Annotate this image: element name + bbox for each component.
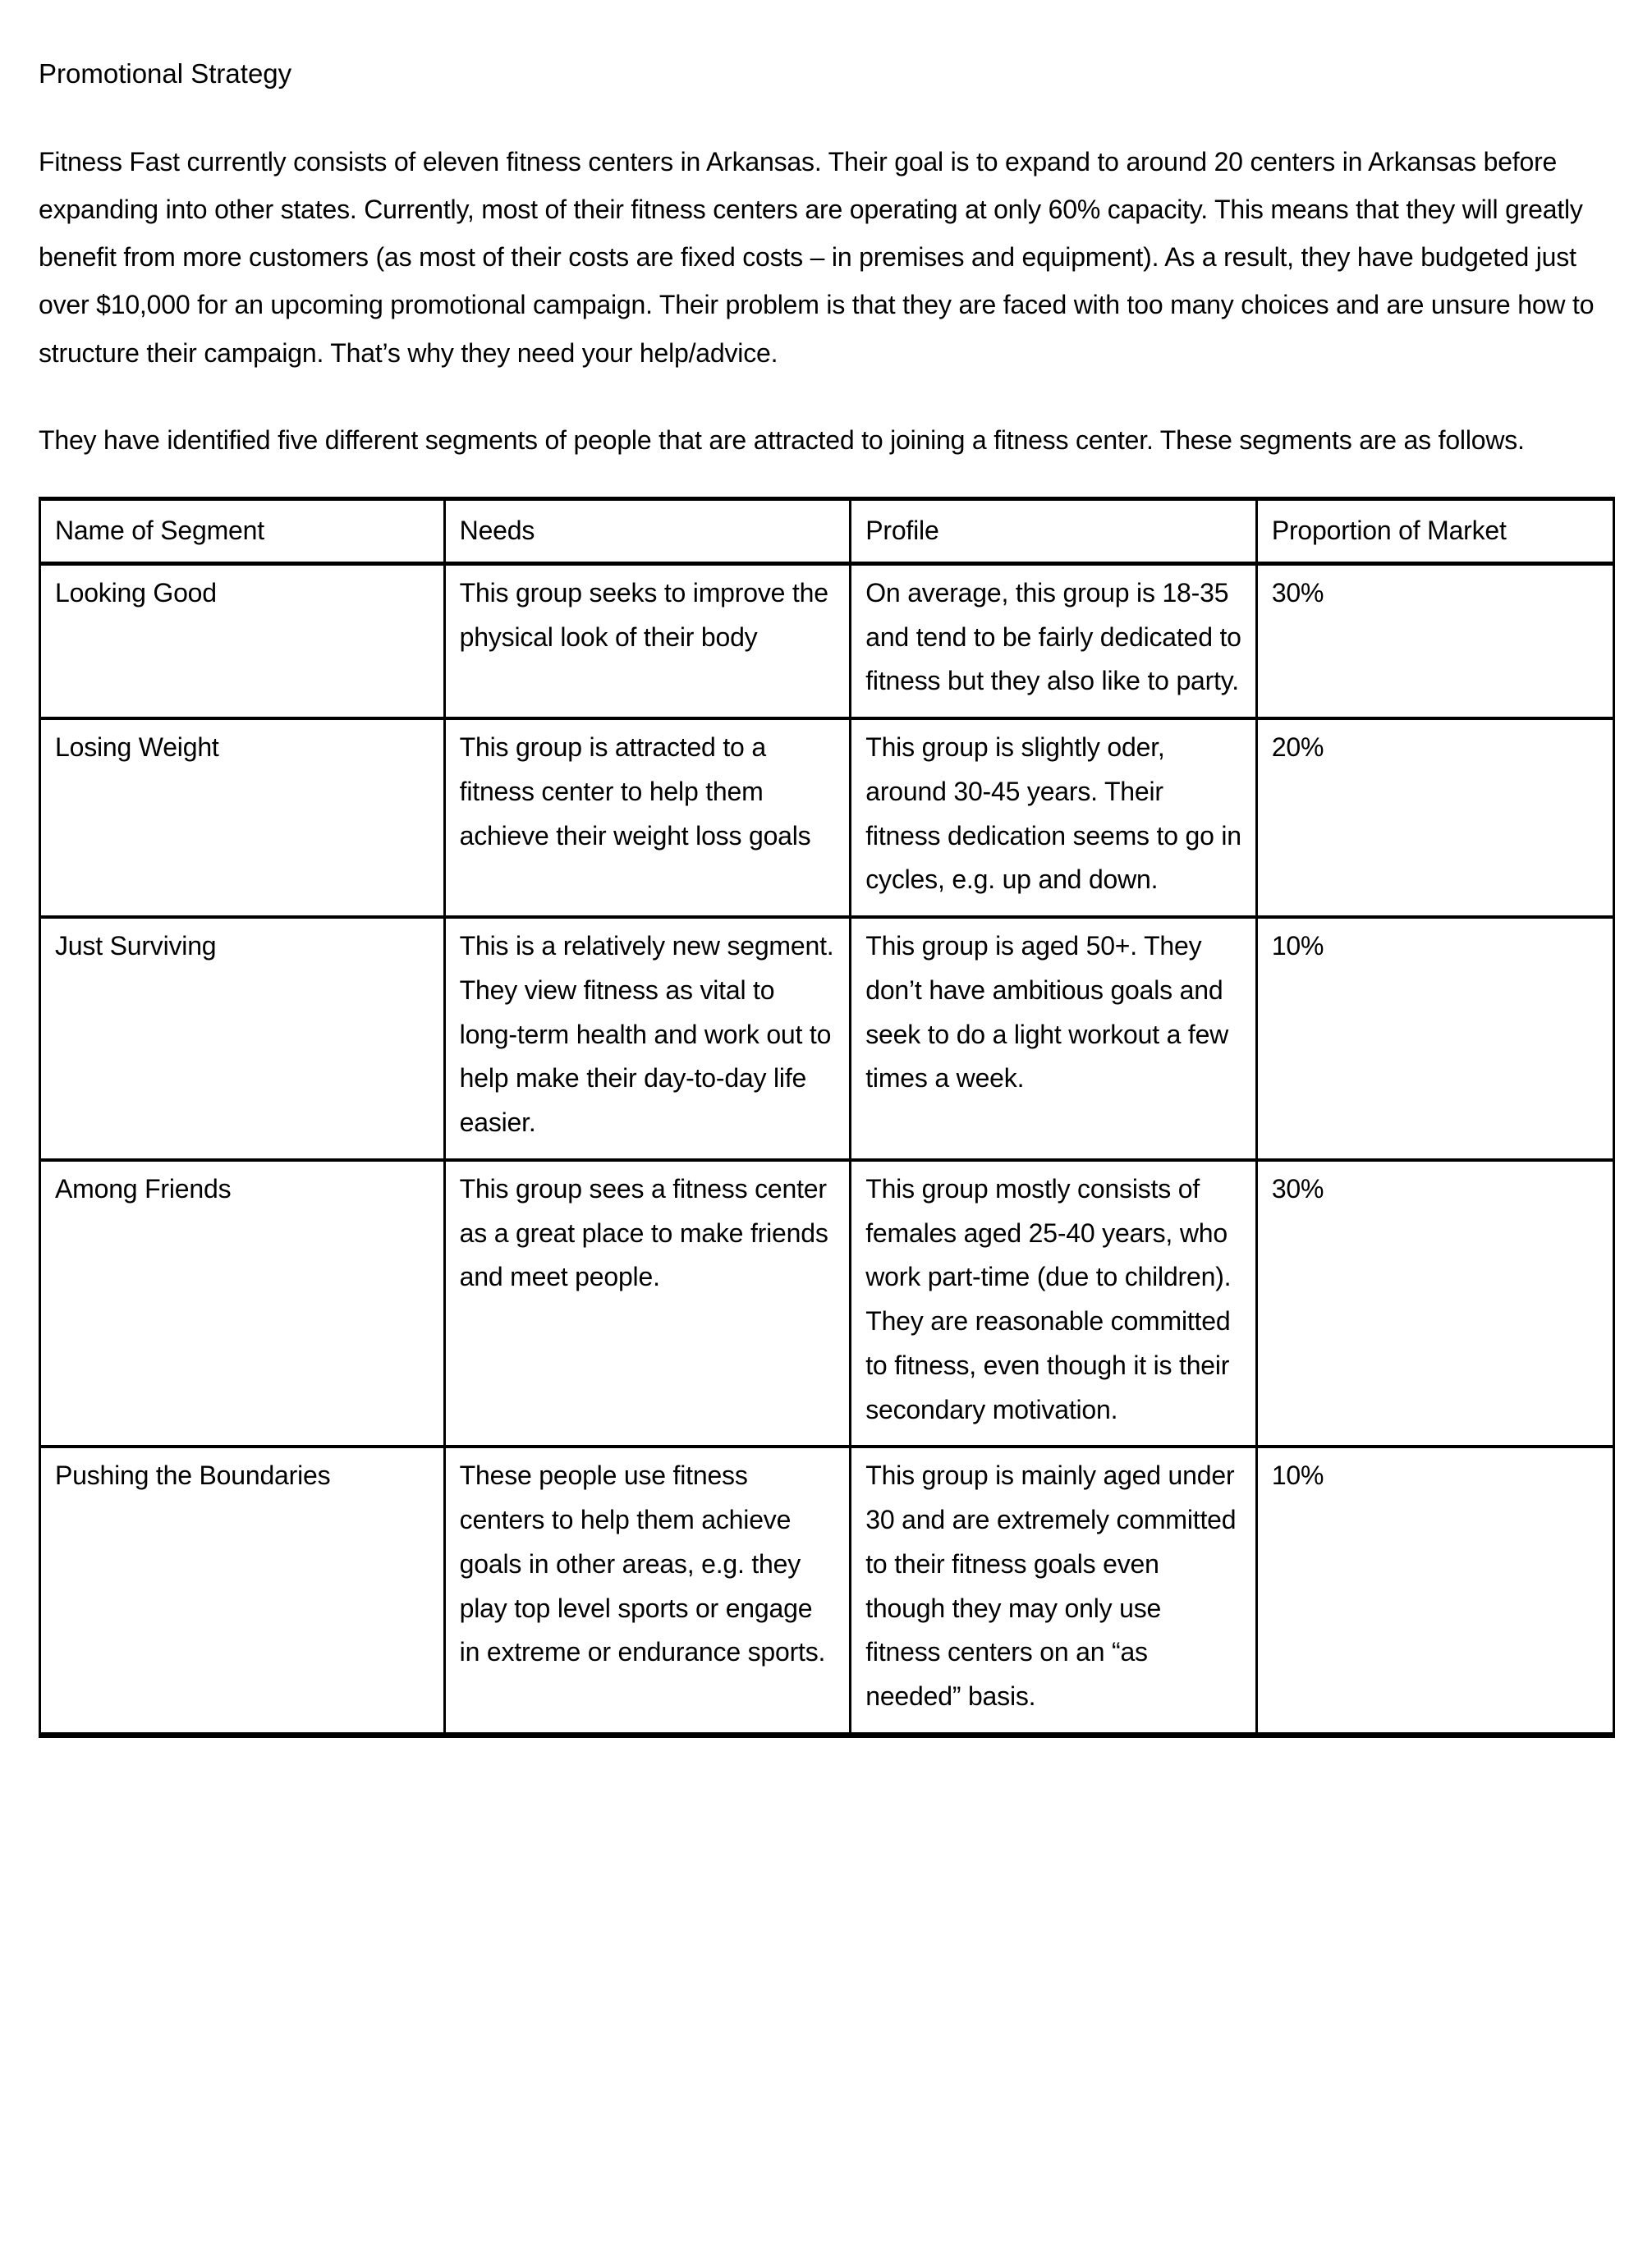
table-row (40, 1447, 1614, 1735)
table-row (40, 917, 1614, 1160)
profile-cell: This group is slightly oder, around 30-45 years. Their fitness dedication seems to go in cycles, e.g. up and down. (851, 718, 1257, 917)
proportion-cell: 10% (1256, 917, 1613, 1160)
table-row (40, 563, 1614, 718)
needs-cell: This group is attracted to a fitness center to help them achieve their weight loss goals (444, 718, 851, 917)
column-header-profile: Profile (851, 499, 1257, 564)
column-header-needs: Needs (444, 499, 851, 564)
segment-name-cell: Pushing the Boundaries (40, 1447, 445, 1735)
column-header-proportion-of-market: Proportion of Market (1256, 499, 1613, 564)
needs-cell: This is a relatively new segment. They view fitness as vital to long-term health and work out to help make their day-to-day life easier. (444, 917, 851, 1160)
needs-cell: This group sees a fitness center as a great place to make friends and meet people. (444, 1160, 851, 1447)
segment-name-cell: Among Friends (40, 1160, 445, 1447)
proportion-cell: 10% (1256, 1447, 1613, 1735)
proportion-cell: 30% (1256, 563, 1613, 718)
column-header-name-of-segment: Name of Segment (40, 499, 445, 564)
segment-name-cell: Just Surviving (40, 917, 445, 1160)
needs-cell: This group seeks to improve the physical look of their body (444, 563, 851, 718)
table-row (40, 1160, 1614, 1447)
segment-name-cell: Losing Weight (40, 718, 445, 917)
profile-cell: This group is aged 50+. They don’t have ambitious goals and seek to do a light workout a few times a week. (851, 917, 1257, 1160)
proportion-cell: 20% (1256, 718, 1613, 917)
proportion-cell: 30% (1256, 1160, 1613, 1447)
page-title: Promotional Strategy (39, 58, 292, 89)
profile-cell: This group mostly consists of females aged 25-40 years, who work part-time (due to children). They are reasonable committed to fitness, even though it is their secondary motivation. (851, 1160, 1257, 1447)
segments-table (39, 497, 1615, 1738)
segment-name-cell: Looking Good (40, 563, 445, 718)
table-header-row (40, 499, 1614, 564)
profile-cell: This group is mainly aged under 30 and are extremely committed to their fitness goals even though they may only use fitness centers on an “as needed” basis. (851, 1447, 1257, 1735)
table-row (40, 718, 1614, 917)
profile-cell: On average, this group is 18-35 and tend to be fairly dedicated to fitness but they also like to party. (851, 563, 1257, 718)
intro-paragraph: Fitness Fast currently consists of eleven fitness centers in Arkansas. Their goal is to expand to around 20 centers in Arkansas before expanding into other states. Currently, most of their fitness centers are operating at only 60% capacity. This means that they will greatly benefit from more customers (as most of their costs are fixed costs – in premises and equipment). As a result, they have budgeted just over $10,000 for an upcoming promotional campaign. Their problem is that they are faced with too many choices and are unsure how to structure their campaign. That’s why they need your help/advice. (39, 146, 1595, 368)
segments-intro-paragraph: They have identified five different segments of people that are attracted to joining a fitness center. These segments are as follows. (39, 424, 1525, 455)
needs-cell: These people use fitness centers to help them achieve goals in other areas, e.g. they play top level sports or engage in extreme or endurance sports. (444, 1447, 851, 1735)
